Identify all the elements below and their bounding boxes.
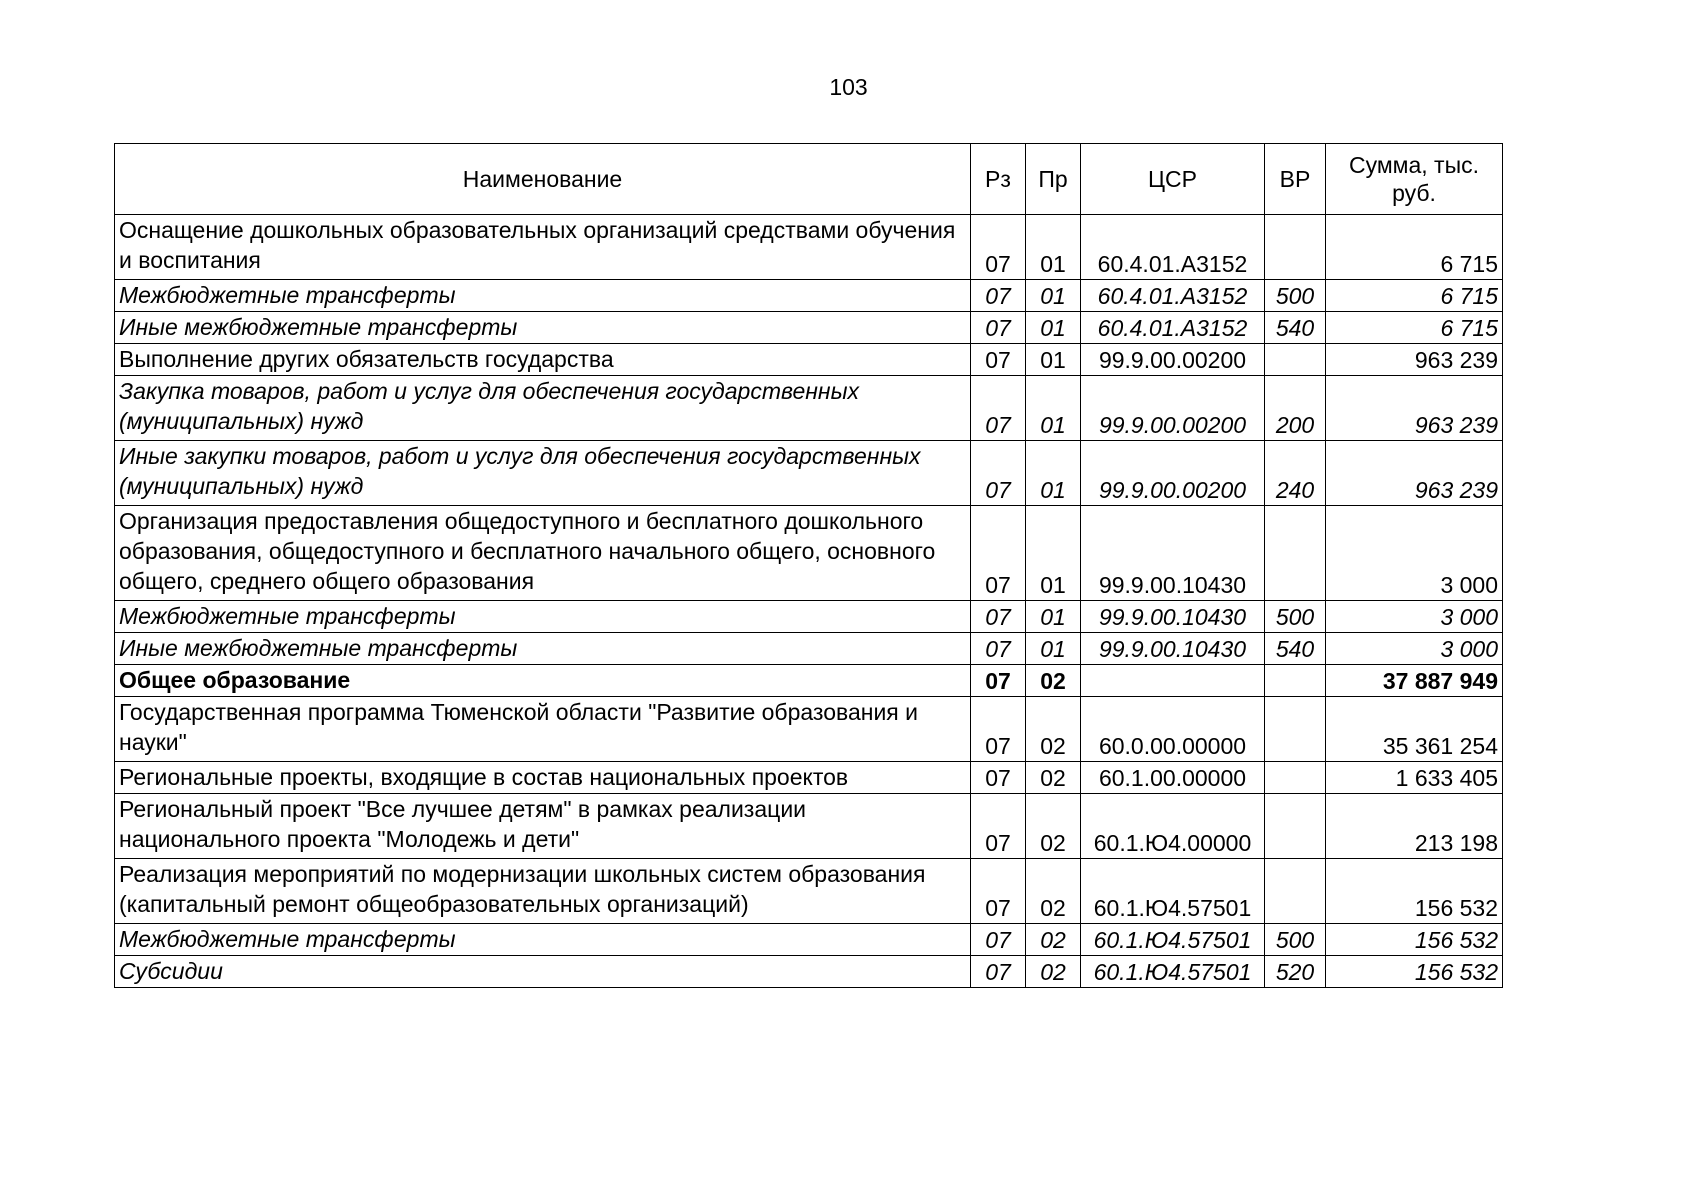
table-row	[115, 762, 1503, 794]
cell-rz: 07	[971, 215, 1026, 280]
cell-vr: 500	[1265, 601, 1326, 633]
cell-name: Иные межбюджетные трансферты	[115, 633, 971, 665]
cell-rz: 07	[971, 924, 1026, 956]
cell-sum: 213 198	[1326, 794, 1503, 859]
cell-csr: 60.4.01.А3152	[1081, 215, 1265, 280]
table-row	[115, 665, 1503, 697]
cell-name: Межбюджетные трансферты	[115, 280, 971, 312]
cell-pr: 02	[1026, 956, 1081, 988]
cell-rz: 07	[971, 601, 1026, 633]
table-row	[115, 215, 1503, 280]
cell-rz: 07	[971, 859, 1026, 924]
cell-csr: 60.1.Ю4.57501	[1081, 924, 1265, 956]
table-row	[115, 633, 1503, 665]
header-name: Наименование	[115, 144, 971, 215]
budget-table	[114, 143, 1503, 988]
cell-pr: 01	[1026, 441, 1081, 506]
cell-pr: 02	[1026, 794, 1081, 859]
cell-name: Выполнение других обязательств государства	[115, 344, 971, 376]
cell-csr: 60.1.Ю4.00000	[1081, 794, 1265, 859]
cell-sum: 35 361 254	[1326, 697, 1503, 762]
table-row	[115, 956, 1503, 988]
cell-csr: 99.9.00.10430	[1081, 633, 1265, 665]
cell-name: Государственная программа Тюменской области "Развитие образования и науки"	[115, 697, 971, 762]
cell-csr: 99.9.00.10430	[1081, 601, 1265, 633]
cell-name: Оснащение дошкольных образовательных организаций средствами обучения и воспитания	[115, 215, 971, 280]
cell-vr	[1265, 794, 1326, 859]
cell-sum: 6 715	[1326, 215, 1503, 280]
table-row	[115, 441, 1503, 506]
cell-name: Реализация мероприятий по модернизации школьных систем образования (капитальный ремонт общеобразовательных организаций)	[115, 859, 971, 924]
cell-sum: 3 000	[1326, 633, 1503, 665]
cell-sum: 156 532	[1326, 924, 1503, 956]
cell-sum: 963 239	[1326, 376, 1503, 441]
table-row	[115, 924, 1503, 956]
cell-vr: 200	[1265, 376, 1326, 441]
cell-vr	[1265, 506, 1326, 601]
cell-pr: 01	[1026, 506, 1081, 601]
cell-name: Иные закупки товаров, работ и услуг для обеспечения государственных (муниципальных) нужд	[115, 441, 971, 506]
cell-pr: 01	[1026, 633, 1081, 665]
cell-sum: 37 887 949	[1326, 665, 1503, 697]
cell-csr: 60.1.Ю4.57501	[1081, 859, 1265, 924]
cell-vr	[1265, 859, 1326, 924]
cell-csr: 99.9.00.00200	[1081, 344, 1265, 376]
cell-pr: 01	[1026, 601, 1081, 633]
table-row	[115, 280, 1503, 312]
table-row	[115, 601, 1503, 633]
table-header-row	[115, 144, 1503, 215]
cell-pr: 02	[1026, 762, 1081, 794]
table-row	[115, 376, 1503, 441]
cell-rz: 07	[971, 697, 1026, 762]
cell-vr	[1265, 665, 1326, 697]
cell-vr	[1265, 344, 1326, 376]
cell-csr: 60.0.00.00000	[1081, 697, 1265, 762]
cell-vr: 540	[1265, 633, 1326, 665]
cell-rz: 07	[971, 280, 1026, 312]
cell-vr: 500	[1265, 280, 1326, 312]
cell-rz: 07	[971, 762, 1026, 794]
cell-sum: 1 633 405	[1326, 762, 1503, 794]
cell-pr: 02	[1026, 697, 1081, 762]
header-rz: Рз	[971, 144, 1026, 215]
cell-name: Закупка товаров, работ и услуг для обеспечения государственных (муниципальных) нужд	[115, 376, 971, 441]
cell-name: Межбюджетные трансферты	[115, 924, 971, 956]
cell-pr: 01	[1026, 312, 1081, 344]
cell-name: Межбюджетные трансферты	[115, 601, 971, 633]
cell-rz: 07	[971, 794, 1026, 859]
table-row	[115, 697, 1503, 762]
cell-vr: 240	[1265, 441, 1326, 506]
cell-csr: 60.1.00.00000	[1081, 762, 1265, 794]
cell-vr: 500	[1265, 924, 1326, 956]
table-body	[115, 215, 1503, 988]
cell-rz: 07	[971, 312, 1026, 344]
cell-rz: 07	[971, 633, 1026, 665]
cell-pr: 02	[1026, 924, 1081, 956]
header-csr: ЦСР	[1081, 144, 1265, 215]
cell-sum: 3 000	[1326, 601, 1503, 633]
table-row	[115, 794, 1503, 859]
cell-rz: 07	[971, 506, 1026, 601]
cell-sum: 6 715	[1326, 280, 1503, 312]
cell-name: Общее образование	[115, 665, 971, 697]
cell-csr: 99.9.00.10430	[1081, 506, 1265, 601]
cell-name: Субсидии	[115, 956, 971, 988]
cell-rz: 07	[971, 344, 1026, 376]
table-row	[115, 312, 1503, 344]
header-sum: Сумма, тыс. руб.	[1326, 144, 1503, 215]
cell-sum: 963 239	[1326, 344, 1503, 376]
cell-sum: 6 715	[1326, 312, 1503, 344]
cell-csr: 99.9.00.00200	[1081, 441, 1265, 506]
cell-rz: 07	[971, 956, 1026, 988]
cell-rz: 07	[971, 376, 1026, 441]
cell-csr: 60.1.Ю4.57501	[1081, 956, 1265, 988]
cell-rz: 07	[971, 665, 1026, 697]
cell-name: Региональный проект "Все лучшее детям" в рамках реализации национального проекта "Молодежь и дети"	[115, 794, 971, 859]
cell-csr: 99.9.00.00200	[1081, 376, 1265, 441]
cell-pr: 01	[1026, 376, 1081, 441]
cell-vr: 540	[1265, 312, 1326, 344]
cell-csr: 60.4.01.А3152	[1081, 280, 1265, 312]
table-row	[115, 344, 1503, 376]
cell-sum: 963 239	[1326, 441, 1503, 506]
cell-sum: 156 532	[1326, 859, 1503, 924]
cell-sum: 156 532	[1326, 956, 1503, 988]
cell-pr: 01	[1026, 344, 1081, 376]
cell-vr	[1265, 762, 1326, 794]
header-vr: ВР	[1265, 144, 1326, 215]
cell-rz: 07	[971, 441, 1026, 506]
page-number: 103	[829, 74, 868, 100]
cell-pr: 02	[1026, 859, 1081, 924]
cell-vr: 520	[1265, 956, 1326, 988]
cell-name: Региональные проекты, входящие в состав национальных проектов	[115, 762, 971, 794]
table-row	[115, 506, 1503, 601]
cell-vr	[1265, 215, 1326, 280]
table-row	[115, 859, 1503, 924]
cell-pr: 01	[1026, 215, 1081, 280]
cell-pr: 01	[1026, 280, 1081, 312]
cell-sum: 3 000	[1326, 506, 1503, 601]
cell-vr	[1265, 697, 1326, 762]
cell-name: Иные межбюджетные трансферты	[115, 312, 971, 344]
cell-pr: 02	[1026, 665, 1081, 697]
header-pr: Пр	[1026, 144, 1081, 215]
cell-csr: 60.4.01.А3152	[1081, 312, 1265, 344]
cell-csr	[1081, 665, 1265, 697]
cell-name: Организация предоставления общедоступного и бесплатного дошкольного образования, общедоступного и бесплатного начального общего, основного общего, среднего общего образования	[115, 506, 971, 601]
